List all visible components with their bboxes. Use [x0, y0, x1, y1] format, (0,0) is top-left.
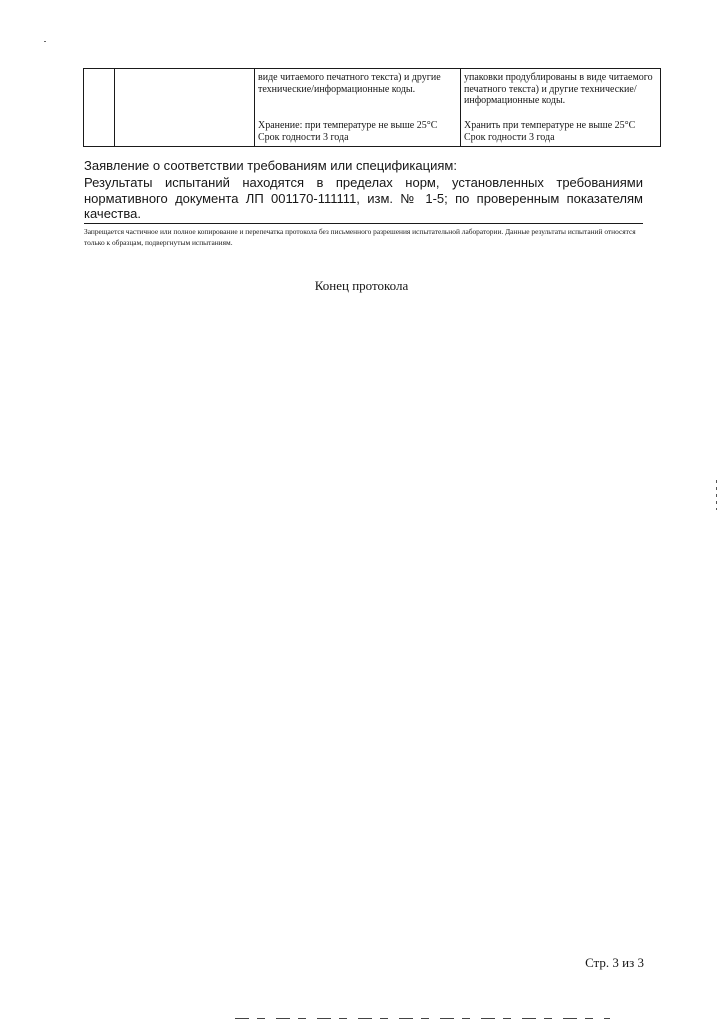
- divider: [84, 223, 643, 224]
- cell-storage-text: [258, 120, 458, 143]
- cell-storage-text: [464, 120, 658, 143]
- table-row: [84, 69, 661, 147]
- copy-disclaimer: Запрещается частичное или полное копирование и перепечатка протокола без письменного разрешения испытательной лаборатории. Данные результаты испытаний относятся только к образцам, подвергнутым испытаниям.: [84, 227, 636, 247]
- scan-bottom-artifact: [235, 1018, 610, 1019]
- table-cell-parameter: [115, 69, 255, 147]
- page-number: Стр. 3 из 3: [585, 955, 644, 970]
- table-cell-requirement: [461, 69, 661, 147]
- cell-text: виде читаемого печатного текста) и другие технические/информационные коды.: [258, 72, 441, 95]
- table-cell-number: [84, 69, 115, 147]
- declaration-heading: Заявление о соответствии требованиям или спецификациям:: [84, 158, 457, 173]
- end-of-protocol: Конец протокола: [314, 278, 409, 293]
- storage-line: Хранение: при температуре не выше 25°С: [258, 120, 438, 131]
- scan-edge-mark: [716, 480, 717, 510]
- shelf-life-line: Срок годности 3 года: [258, 131, 349, 143]
- cell-text: упаковки продублированы в виде читаемого печатного текста) и другие технические/информационные коды.: [464, 72, 653, 106]
- shelf-life-line: Срок годности 3 года: [464, 131, 555, 143]
- results-table: [83, 68, 661, 147]
- declaration-body: Результаты испытаний находятся в пределах норм, установленных требованиями нормативного документа ЛП 001170-111111, изм. № 1-5; по проверенным показателям качества.: [84, 175, 643, 221]
- table-cell-result: [255, 69, 461, 147]
- storage-line: Хранить при температуре не выше 25°С: [464, 120, 636, 131]
- scan-speck: [44, 41, 46, 42]
